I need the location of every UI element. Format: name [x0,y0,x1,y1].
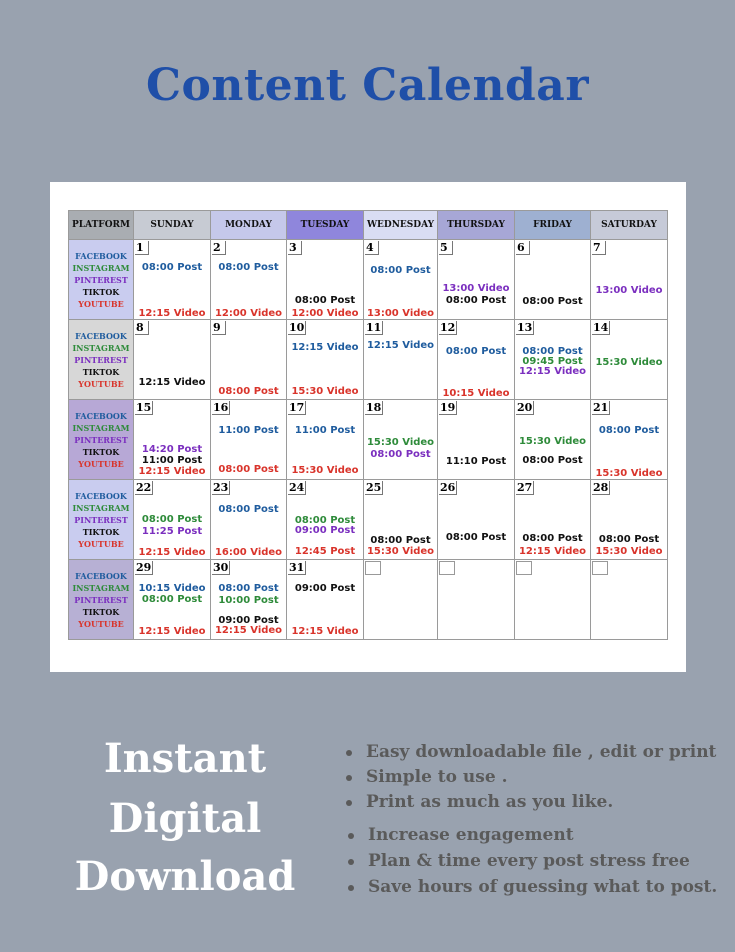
day-cell[interactable] [364,320,438,400]
scheduled-item: 16:00 Video [214,547,283,558]
promo-line-2: Digital [108,795,262,842]
header-monday: MONDAY [211,211,287,240]
scheduled-item: 12:15 Video [291,342,359,353]
week-row [69,480,668,560]
bullet-icon [348,859,354,865]
day-number: 31 [289,561,305,574]
platform-label-youtube: YOUTUBE [78,538,124,549]
day-number: 13 [517,321,533,334]
scheduled-item: 15:30 Video [291,465,359,476]
day-cell[interactable] [287,480,364,560]
week-row [69,320,668,400]
scheduled-item: 08:00 Post [370,449,431,460]
bullet-icon [348,885,354,891]
day-cell[interactable] [211,240,287,320]
platform-label-facebook: FACEBOOK [75,250,127,261]
platform-label-youtube: YOUTUBE [78,298,124,309]
day-number: 19 [440,401,456,414]
scheduled-item: 08:00 Post [445,346,507,357]
day-number: 15 [136,401,152,414]
feature-item: Increase engagement [348,825,574,845]
platform-cell [69,240,134,320]
platform-label-facebook: FACEBOOK [75,410,127,421]
day-number: 20 [517,401,533,414]
day-cell[interactable] [591,480,668,560]
scheduled-item: 08:00 Post [218,464,279,475]
day-cell[interactable] [515,400,591,480]
scheduled-item: 08:00 Post [445,532,507,543]
day-number: 24 [289,481,305,494]
scheduled-item: 08:00 Post [141,514,203,525]
scheduled-item: 08:00 Post [141,262,203,273]
day-number: 30 [213,561,229,574]
day-number: 28 [593,481,609,494]
platform-cell [69,560,134,640]
scheduled-item: 11:00 Post [218,425,279,436]
feature-item: Print as much as you like. [346,792,613,812]
scheduled-item: 08:00 Post [141,594,203,605]
scheduled-item: 08:00 Post [522,533,583,544]
day-cell[interactable] [287,560,364,640]
bullet-icon [346,775,352,781]
scheduled-item: 09:45 Post [522,356,583,367]
empty-day-box [592,561,608,575]
day-number: 1 [135,241,149,255]
day-cell[interactable] [591,560,668,640]
day-cell[interactable] [134,480,211,560]
day-number: 27 [517,481,533,494]
header-platform: PLATFORM [69,211,134,240]
scheduled-item: 09:00 Post [294,525,356,536]
day-cell[interactable] [211,480,287,560]
scheduled-item: 12:45 Post [294,546,356,557]
scheduled-item: 12:15 Video [366,340,435,351]
day-cell[interactable] [515,480,591,560]
day-number: 7 [592,241,606,255]
scheduled-item: 08:00 Post [445,295,507,306]
platform-label-facebook: FACEBOOK [75,330,127,341]
scheduled-item: 15:30 Video [595,357,663,368]
header-saturday: SATURDAY [591,211,668,240]
scheduled-item: 11:10 Post [445,456,507,467]
scheduled-item: 08:00 Post [218,583,279,594]
scheduled-item: 08:00 Post [294,295,356,306]
scheduled-item: 08:00 Post [598,534,660,545]
day-cell[interactable] [364,240,438,320]
scheduled-item: 09:00 Post [294,583,356,594]
day-cell[interactable] [364,400,438,480]
scheduled-item: 08:00 Post [522,346,583,357]
platform-cell [69,400,134,480]
day-cell[interactable] [591,320,668,400]
day-cell[interactable] [364,480,438,560]
day-number: 9 [212,321,226,335]
feature-item: Easy downloadable file , edit or print [346,742,716,762]
scheduled-item: 10:15 Video [442,388,510,399]
platform-cell [69,480,134,560]
scheduled-item: 14:20 Post [141,444,203,455]
scheduled-item: 12:15 Video [214,625,283,636]
platform-label-pinterest: PINTEREST [74,434,128,445]
platform-label-pinterest: PINTEREST [74,514,128,525]
day-cell[interactable] [211,320,287,400]
day-number: 16 [213,401,229,414]
empty-day-box [516,561,532,575]
scheduled-item: 11:00 Post [294,425,356,436]
scheduled-item: 12:15 Video [138,466,206,477]
bullet-icon [346,750,352,756]
scheduled-item: 12:15 Video [138,626,206,637]
day-cell[interactable] [515,240,591,320]
platform-label-youtube: YOUTUBE [78,378,124,389]
scheduled-item: 12:15 Video [138,308,206,319]
platform-label-facebook: FACEBOOK [75,490,127,501]
day-number: 2 [212,241,226,255]
day-number: 18 [366,401,382,414]
scheduled-item: 08:00 Post [218,504,279,515]
day-cell[interactable] [438,240,515,320]
scheduled-item: 10:00 Post [218,595,279,606]
scheduled-item: 12:15 Video [518,546,587,557]
day-cell[interactable] [364,560,438,640]
day-number: 21 [593,401,609,414]
day-number: 6 [516,241,530,255]
promo-line-1: Instant [103,735,267,782]
day-cell[interactable] [515,560,591,640]
platform-label-pinterest: PINTEREST [74,274,128,285]
scheduled-item: 12:15 Video [138,377,206,388]
day-cell[interactable] [438,320,515,400]
scheduled-item: 08:00 Post [370,535,431,546]
scheduled-item: 12:15 Video [518,366,587,377]
scheduled-item: 08:00 Post [598,425,660,436]
platform-label-tiktok: TIKTOK [82,526,120,537]
scheduled-item: 15:30 Video [595,546,663,557]
bullet-icon [346,800,352,806]
day-number: 5 [439,241,453,255]
scheduled-item: 15:30 Video [366,437,435,448]
scheduled-item: 12:15 Video [291,626,359,637]
platform-label-tiktok: TIKTOK [82,286,120,297]
day-cell[interactable] [515,320,591,400]
day-cell[interactable] [211,400,287,480]
day-cell[interactable] [438,400,515,480]
day-cell[interactable] [438,480,515,560]
day-number: 10 [289,321,305,334]
scheduled-item: 12:00 Video [214,308,283,319]
platform-label-tiktok: TIKTOK [82,366,120,377]
promo-line-3: Download [74,853,296,900]
scheduled-item: 08:00 Post [522,296,583,307]
header-thursday: THURSDAY [438,211,515,240]
page-title: Content Calendar [146,60,589,111]
day-cell[interactable] [134,560,211,640]
day-cell[interactable] [134,240,211,320]
scheduled-item: 15:30 Video [595,468,663,479]
scheduled-item: 11:25 Post [141,526,203,537]
empty-day-box [439,561,455,575]
platform-label-instagram: INSTAGRAM [72,342,130,353]
week-row [69,400,668,480]
day-number: 22 [136,481,152,494]
scheduled-item: 12:15 Video [138,547,206,558]
day-number: 8 [135,321,149,335]
bullet-icon [348,833,354,839]
day-cell[interactable] [287,240,364,320]
scheduled-item: 09:00 Post [218,615,279,626]
day-number: 12 [440,321,456,334]
scheduled-item: 08:00 Post [370,265,431,276]
platform-label-youtube: YOUTUBE [78,458,124,469]
day-cell[interactable] [591,240,668,320]
platform-label-pinterest: PINTEREST [74,354,128,365]
week-row [69,560,668,640]
day-number: 17 [289,401,305,414]
day-number: 3 [288,241,302,255]
empty-day-box [365,561,381,575]
platform-label-instagram: INSTAGRAM [72,262,130,273]
feature-item: Simple to use . [346,767,508,787]
day-number: 4 [365,241,379,255]
platform-label-instagram: INSTAGRAM [72,422,130,433]
scheduled-item: 15:30 Video [291,386,359,397]
day-cell[interactable] [287,320,364,400]
platform-label-instagram: INSTAGRAM [72,502,130,513]
calendar-grid [68,210,668,640]
platform-label-pinterest: PINTEREST [74,594,128,605]
header-tuesday: TUESDAY [287,211,364,240]
week-row [69,240,668,320]
header-wednesday: WEDNESDAY [364,211,438,240]
day-number: 26 [440,481,456,494]
feature-item: Save hours of guessing what to post. [348,877,717,897]
scheduled-item: 13:00 Video [366,308,435,319]
platform-label-tiktok: TIKTOK [82,446,120,457]
day-cell[interactable] [287,400,364,480]
platform-label-facebook: FACEBOOK [75,570,127,581]
day-number: 14 [593,321,609,334]
day-cell[interactable] [591,400,668,480]
feature-item: Plan & time every post stress free [348,851,690,871]
day-cell[interactable] [211,560,287,640]
day-number: 11 [366,321,382,334]
day-number: 29 [136,561,152,574]
header-sunday: SUNDAY [134,211,211,240]
day-number: 23 [213,481,229,494]
platform-cell [69,320,134,400]
scheduled-item: 15:30 Video [518,436,587,447]
day-cell[interactable] [134,400,211,480]
header-friday: FRIDAY [515,211,591,240]
scheduled-item: 08:00 Post [294,515,356,526]
scheduled-item: 08:00 Post [218,262,279,273]
day-number: 25 [366,481,382,494]
scheduled-item: 15:30 Video [366,546,435,557]
scheduled-item: 10:15 Video [138,583,206,594]
scheduled-item: 08:00 Post [218,386,279,397]
scheduled-item: 12:00 Video [291,308,359,319]
scheduled-item: 08:00 Post [522,455,583,466]
day-cell[interactable] [438,560,515,640]
platform-label-tiktok: TIKTOK [82,606,120,617]
scheduled-item: 13:00 Video [595,285,663,296]
scheduled-item: 11:00 Post [141,455,203,466]
day-cell[interactable] [134,320,211,400]
platform-label-youtube: YOUTUBE [78,618,124,629]
platform-label-instagram: INSTAGRAM [72,582,130,593]
scheduled-item: 13:00 Video [442,283,510,294]
